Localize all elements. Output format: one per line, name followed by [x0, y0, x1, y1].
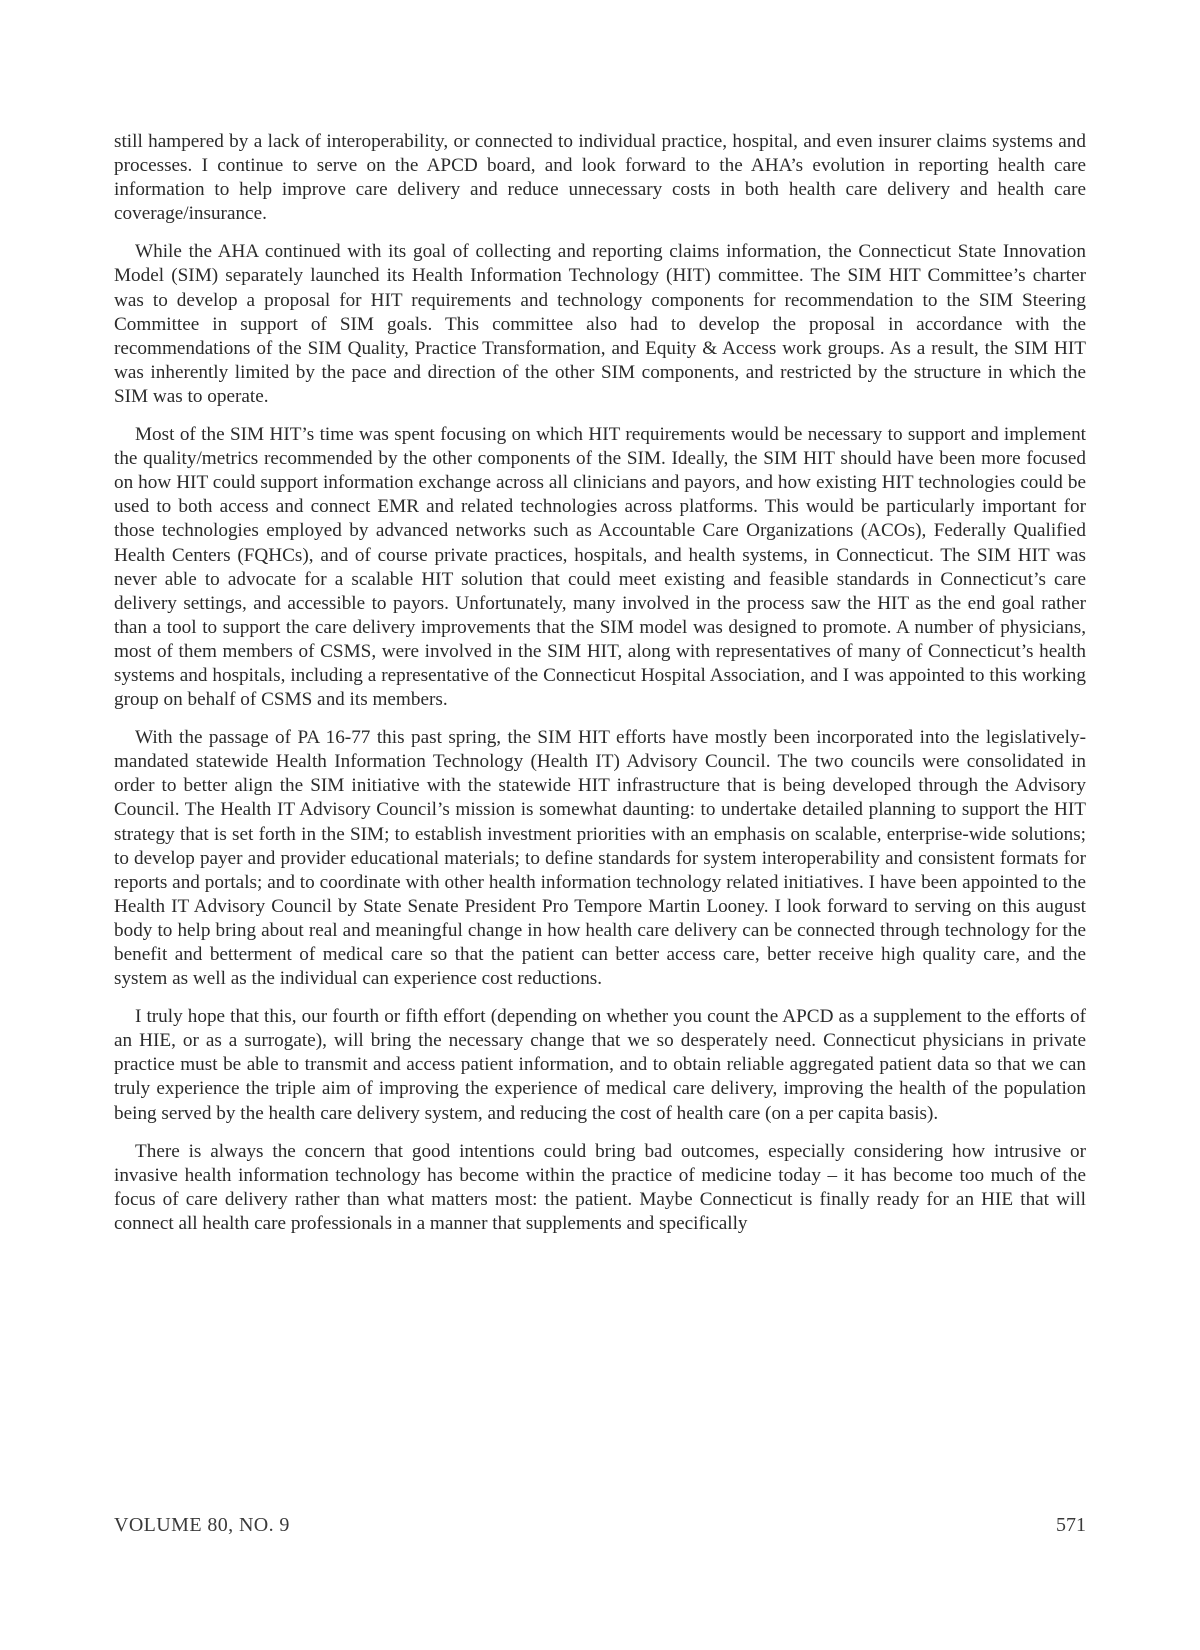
paragraph-sim-hit: Most of the SIM HIT’s time was spent focusing on which HIT requirements would be necessary to support and implement the quality/metrics recommended by the other components of the SIM. Ideally, the SIM HIT should have been more focused on how HIT could support information exchange across all clinicians and payors, and how existing HIT technologies could be used to both access and connect EMR and related technologies across platforms. This would be particularly important for those technologies employed by advanced networks such as Accountable Care Organizations (ACOs), Federally Qualified Health Centers (FQHCs), and of course private practices, hospitals, and health systems, in Connecticut. The SIM HIT was never able to advocate for a scalable HIT solution that could meet existing and feasible standards in Connecticut’s care delivery settings, and accessible to payors. Unfortunately, many involved in the process saw the HIT as the end goal rather than a tool to support the care delivery improvements that the SIM model was designed to promote. A number of physicians, most of them members of CSMS, were involved in the SIM HIT, along with representatives of many of Connecticut’s health systems and hospitals, including a representative of the Connecticut Hospital Association, and I was appointed to this working group on behalf of CSMS and its members. — [114, 424, 1086, 711]
page-footer — [114, 1514, 1086, 1544]
page-number: 571 — [1056, 1514, 1086, 1536]
paragraph-concern: There is always the concern that good intentions could bring bad outcomes, especially considering how intrusive or invasive health information technology has become within the practice of medicine today – it has become too much of the focus of care delivery rather than what matters most: the patient. Maybe Connecticut is finally ready for an HIE that will connect all health care professionals in a manner that supplements and specifically — [114, 1140, 1086, 1234]
article-body — [114, 130, 1086, 1250]
paragraph-aha-sim: While the AHA continued with its goal of collecting and reporting claims information, the Connecticut State Innovation Model (SIM) separately launched its Health Information Technology (HIT) committee. The SIM HIT Committee’s charter was to develop a proposal for HIT requirements and technology components for recommendation to the SIM Steering Committee in support of SIM goals. This committee also had to develop the proposal in accordance with the recommendations of the SIM Quality, Practice Transformation, and Equity & Access work groups. As a result, the SIM HIT was inherently limited by the pace and direction of the other SIM components, and restricted by the structure in which the SIM was to operate. — [114, 241, 1086, 407]
volume-label: VOLUME 80, NO. 9 — [114, 1514, 290, 1536]
paragraph-hope: I truly hope that this, our fourth or fifth effort (depending on whether you count the APCD as a supplement to the efforts of an HIE, or as a surrogate), will bring the necessary change that we so desperately need. Connecticut physicians in private practice must be able to transmit and access patient information, and to obtain reliable aggregated patient data so that we can truly experience the triple aim of improving the experience of medical care delivery, improving the health of the population being served by the health care delivery system, and reducing the cost of health care (on a per capita basis). — [114, 1006, 1086, 1124]
paragraph-pa-16-77: With the passage of PA 16-77 this past spring, the SIM HIT efforts have mostly been incorporated into the legislatively-mandated statewide Health Information Technology (Health IT) Advisory Council. The two councils were consolidated in order to better align the SIM initiative with the statewide HIT infrastructure that is being developed through the Advisory Council. The Health IT Advisory Council’s mission is somewhat daunting: to undertake detailed planning to support the HIT strategy that is set forth in the SIM; to establish investment priorities with an emphasis on scalable, enterprise-wide solutions; to develop payer and provider educational materials; to define standards for system interoperability and consistent formats for reports and portals; and to coordinate with other health information technology related initiatives. I have been appointed to the Health IT Advisory Council by State Senate President Pro Tempore Martin Looney. I look forward to serving on this august body to help bring about real and meaningful change in how health care delivery can be connected through technology for the benefit and betterment of medical care so that the patient can better access care, better receive high quality care, and the system as well as the individual can experience cost reductions. — [114, 727, 1086, 990]
paragraph-continuation: still hampered by a lack of interoperability, or connected to individual practice, hospital, and even insurer claims systems and processes. I continue to serve on the APCD board, and look forward to the AHA’s evolution in reporting health care information to help improve care delivery and reduce unnecessary costs in both health care delivery and health care coverage/insurance. — [114, 131, 1086, 225]
